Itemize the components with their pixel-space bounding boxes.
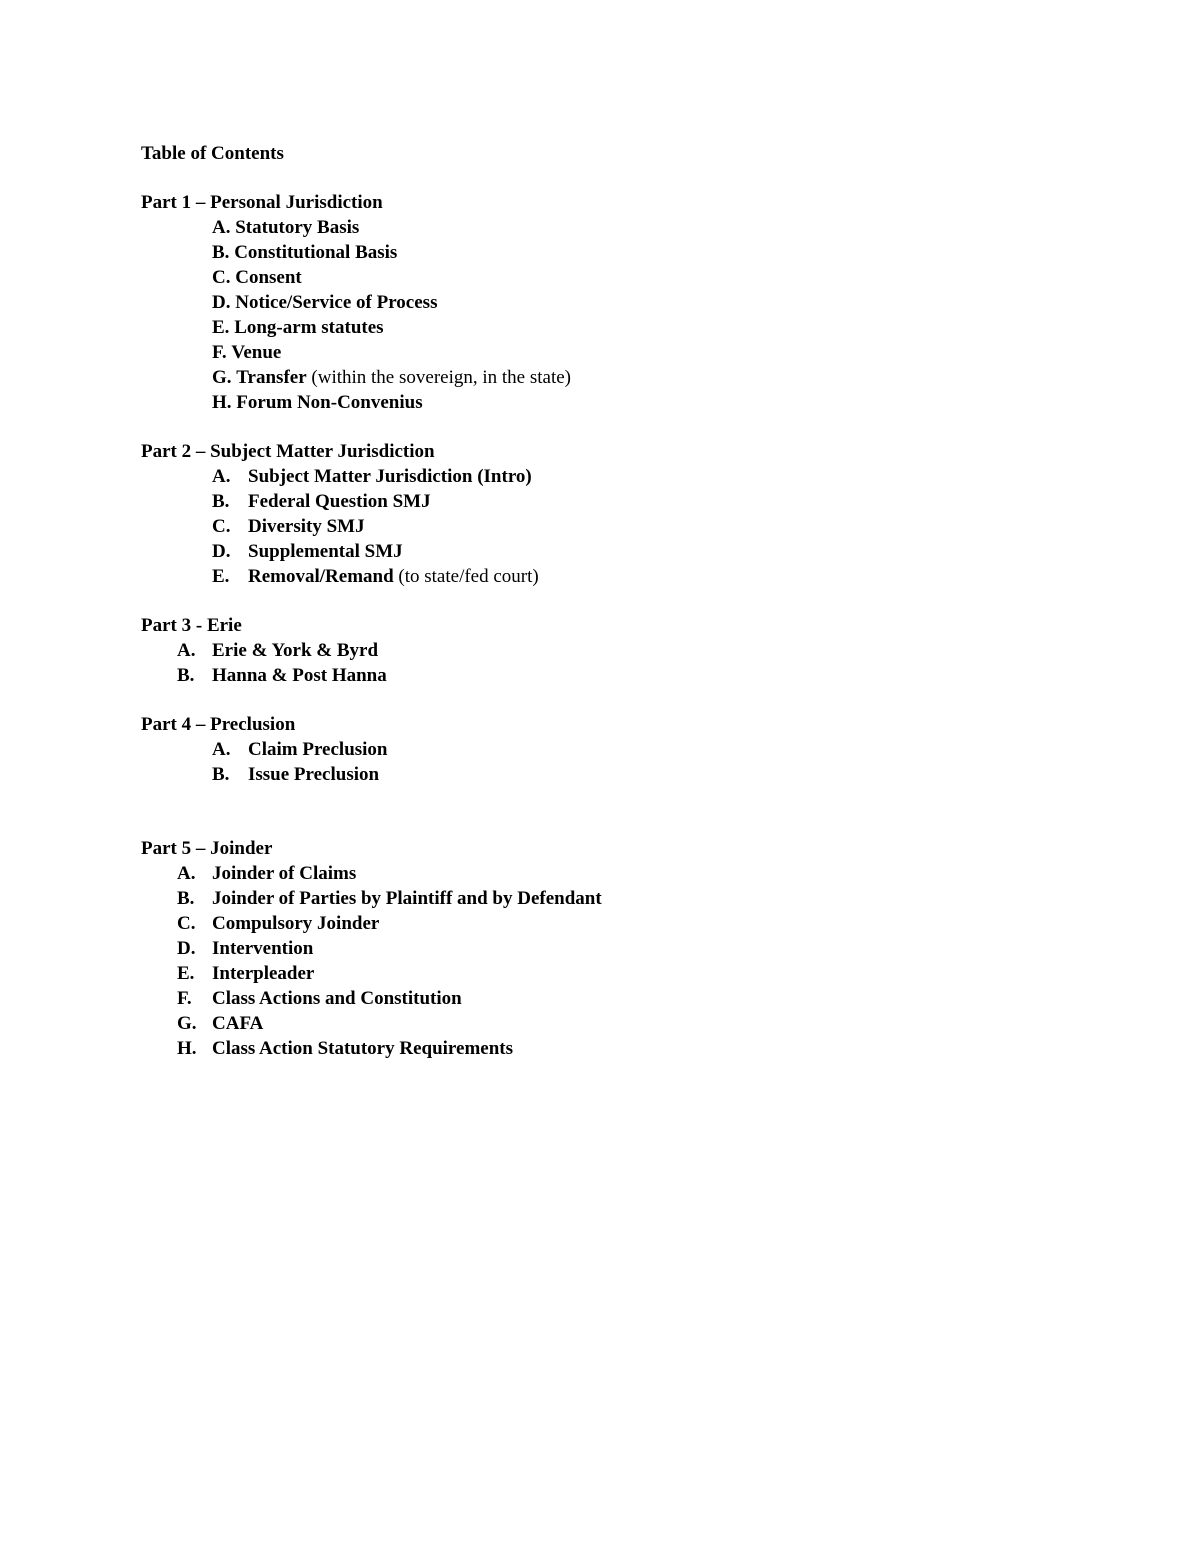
- list-item: [141, 961, 1081, 986]
- item-text: Transfer: [236, 367, 307, 388]
- item-label: G.: [177, 1013, 197, 1034]
- item-label: F.: [177, 988, 192, 1009]
- item-text: Issue Preclusion: [248, 764, 380, 785]
- item-label: A.: [212, 217, 231, 238]
- list-item: [141, 564, 1081, 589]
- item-label: E.: [212, 566, 230, 587]
- item-label: A.: [177, 863, 196, 884]
- list-item: [141, 215, 1081, 240]
- list-item: [141, 886, 1081, 911]
- item-label: B.: [177, 888, 195, 909]
- item-label: D.: [212, 541, 231, 562]
- item-label: H.: [177, 1038, 197, 1059]
- item-text: Joinder of Claims: [212, 863, 357, 884]
- item-label: A.: [212, 739, 231, 760]
- part-5-section: [141, 836, 1081, 1061]
- item-text: Forum Non-Convenius: [236, 392, 423, 413]
- list-item: [141, 737, 1081, 762]
- list-item: [141, 638, 1081, 663]
- list-item: [141, 464, 1081, 489]
- item-label: E.: [177, 963, 195, 984]
- part-1-heading: Part 1 – Personal Jurisdiction: [141, 192, 383, 213]
- list-item: [141, 936, 1081, 961]
- item-label: B.: [177, 665, 195, 686]
- item-label: D.: [177, 938, 196, 959]
- item-text: Diversity SMJ: [248, 516, 365, 537]
- item-text: Supplemental SMJ: [248, 541, 403, 562]
- item-text: Constitutional Basis: [234, 242, 398, 263]
- list-item: [141, 265, 1081, 290]
- list-item: [141, 340, 1081, 365]
- list-item: [141, 1011, 1081, 1036]
- list-item: [141, 514, 1081, 539]
- item-text: Notice/Service of Process: [235, 292, 438, 313]
- list-item: [141, 290, 1081, 315]
- item-label: C.: [212, 267, 231, 288]
- item-text: Interpleader: [212, 963, 315, 984]
- item-label: E.: [212, 317, 230, 338]
- item-label: B.: [212, 242, 230, 263]
- part-5-heading: Part 5 – Joinder: [141, 838, 273, 859]
- document-page: [141, 141, 1081, 1061]
- item-text: Federal Question SMJ: [248, 491, 431, 512]
- item-text: Hanna & Post Hanna: [212, 665, 387, 686]
- item-text: Subject Matter Jurisdiction (Intro): [248, 466, 532, 487]
- list-item: [141, 539, 1081, 564]
- item-label: G.: [212, 367, 232, 388]
- item-label: C.: [212, 516, 231, 537]
- item-note: (within the sovereign, in the state): [311, 367, 571, 388]
- item-label: H.: [212, 392, 232, 413]
- item-text: CAFA: [212, 1013, 264, 1034]
- item-label: F.: [212, 342, 227, 363]
- part-3-section: [141, 613, 1081, 688]
- list-item: [141, 315, 1081, 340]
- item-text: Consent: [235, 267, 302, 288]
- item-text: Class Action Statutory Requirements: [212, 1038, 514, 1059]
- item-text: Compulsory Joinder: [212, 913, 380, 934]
- item-label: A.: [177, 640, 196, 661]
- item-label: B.: [212, 491, 230, 512]
- list-item: [141, 663, 1081, 688]
- item-label: B.: [212, 764, 230, 785]
- list-item: [141, 1036, 1081, 1061]
- page-title: Table of Contents: [141, 143, 284, 164]
- part-2-heading: Part 2 – Subject Matter Jurisdiction: [141, 441, 435, 462]
- list-item: [141, 390, 1081, 415]
- list-item: [141, 365, 1081, 390]
- item-label: D.: [212, 292, 231, 313]
- item-text: Statutory Basis: [235, 217, 360, 238]
- list-item: [141, 986, 1081, 1011]
- item-label: A.: [212, 466, 231, 487]
- item-text: Joinder of Parties by Plaintiff and by Defendant: [212, 888, 602, 909]
- item-text: Claim Preclusion: [248, 739, 388, 760]
- part-4-heading: Part 4 – Preclusion: [141, 714, 296, 735]
- item-text: Venue: [231, 342, 282, 363]
- item-text: Removal/Remand: [248, 566, 394, 587]
- item-text: Intervention: [212, 938, 314, 959]
- item-text: Class Actions and Constitution: [212, 988, 462, 1009]
- part-3-heading: Part 3 - Erie: [141, 615, 242, 636]
- list-item: [141, 861, 1081, 886]
- list-item: [141, 762, 1081, 787]
- part-1-section: [141, 190, 1081, 415]
- item-text: Erie & York & Byrd: [212, 640, 379, 661]
- list-item: [141, 911, 1081, 936]
- item-note: (to state/fed court): [398, 566, 539, 587]
- list-item: [141, 240, 1081, 265]
- list-item: [141, 489, 1081, 514]
- part-4-section: [141, 712, 1081, 787]
- item-label: C.: [177, 913, 196, 934]
- part-2-section: [141, 439, 1081, 589]
- item-text: Long-arm statutes: [234, 317, 384, 338]
